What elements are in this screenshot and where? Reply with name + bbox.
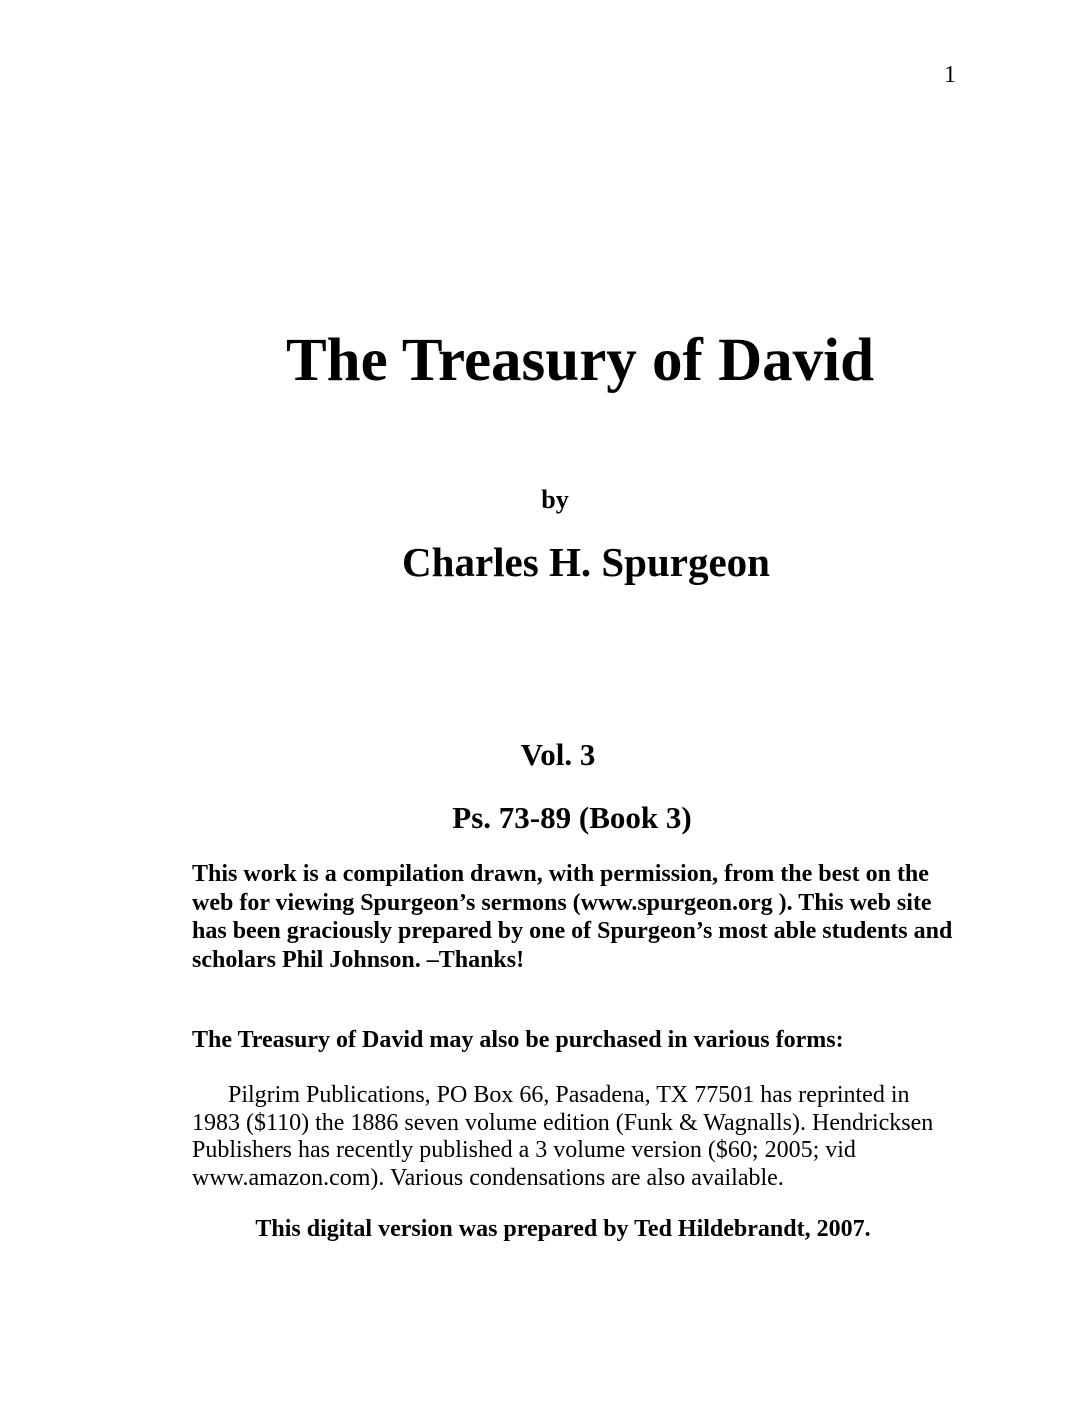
purchase-heading: The Treasury of David may also be purchased in various forms: — [192, 1027, 844, 1053]
volume-label: Vol. 3 — [520, 737, 596, 772]
digital-credit: This digital version was prepared by Ted Hildebrandt, 2007. — [255, 1216, 871, 1242]
book-title: The Treasury of David — [285, 327, 875, 394]
compilation-note: This work is a compilation drawn, with permission, from the best on the web for viewing Spurgeon’s sermons (www.spurgeon.org ). This web site has been graciously prepared by one of Spurgeon’s most able students and scholars Phil Johnson. –Thanks! — [192, 861, 953, 973]
byline-by: by — [541, 485, 569, 514]
psalms-range: Ps. 73-89 (Book 3) — [452, 800, 692, 835]
page-number: 1 — [944, 62, 956, 88]
author-name: Charles H. Spurgeon — [402, 539, 770, 585]
purchase-details: Pilgrim Publications, PO Box 66, Pasadena, TX 77501 has reprinted in 1983 ($110) the 1886 seven volume edition (Funk & Wagnalls). Hendricksen Publishers has recently published a 3 volume version ($60; 2005; vid www.amazon.com). Various condensations are also available. — [192, 1082, 934, 1191]
